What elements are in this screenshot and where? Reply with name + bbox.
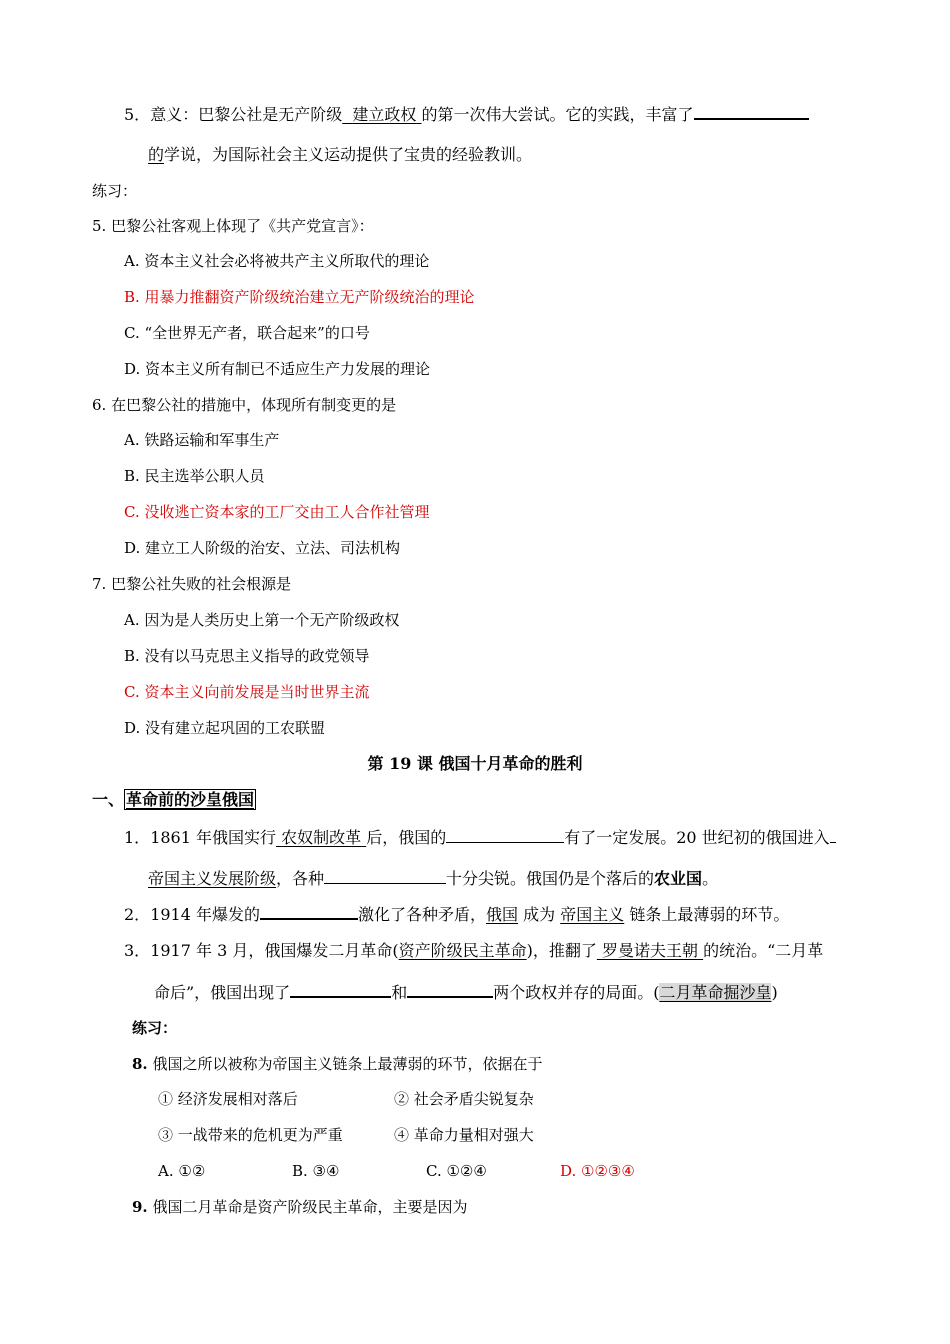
fill-blank-answer: 建立政权 [352, 105, 417, 124]
question-8-item-2: ② 社会矛盾尖锐复杂 [394, 1090, 534, 1108]
question-6-option-b: B. 民主选举公职人员 [124, 467, 265, 485]
question-5-option-d: D. 资本主义所有制已不适应生产力发展的理论 [124, 360, 431, 378]
question-8-item-3: ③ 一战带来的危机更为严重 [158, 1126, 343, 1144]
fill-blank-answer: 资产阶级民主革命 [398, 941, 527, 960]
question-7-option-b: B. 没有以马克思主义指导的政党领导 [124, 647, 370, 665]
question-8-option-a: A. ①② [158, 1162, 206, 1180]
mnemonic-note: 二月革命掘沙皇 [659, 983, 772, 1002]
empty-blank [407, 982, 493, 998]
question-6-stem: 6. 在巴黎公社的措施中，体现所有制变更的是 [92, 396, 397, 414]
question-6-option-d: D. 建立工人阶级的治安、立法、司法机构 [124, 539, 401, 557]
question-6-option-a: A. 铁路运输和军事生产 [124, 431, 280, 449]
question-8-option-b: B. ③④ [292, 1162, 340, 1180]
fill-blank-answer: 俄国 [486, 905, 519, 924]
point-1-line2: 帝国主义发展阶级，各种 十分尖锐。俄国仍是个落后的农业国。 [148, 869, 719, 888]
question-8-option-c: C. ①②④ [426, 1162, 487, 1180]
question-6-option-c-answer: C. 没收逃亡资本家的工厂交由工人合作社管理 [124, 503, 430, 521]
empty-blank [324, 869, 446, 884]
point-5-line1: 5．意义：巴黎公社是无产阶级 建立政权 的第一次伟大尝试。它的实践，丰富了 [124, 104, 809, 125]
point-3-line1: 3．1917 年 3 月，俄国爆发二月革命(资产阶级民主革命)，推翻了 罗曼诺夫王朝 的统治。“二月革 [124, 941, 824, 960]
question-7-option-a: A. 因为是人类历史上第一个无产阶级政权 [124, 611, 400, 629]
empty-blank [830, 828, 836, 843]
point-5-line2: 的学说，为国际社会主义运动提供了宝贵的经验教训。 [148, 145, 533, 164]
question-8-item-4: ④ 革命力量相对强大 [394, 1126, 534, 1144]
empty-blank [260, 904, 358, 920]
fill-blank-answer: 帝国主义 [560, 905, 625, 924]
point-1-line1: 1．1861 年俄国实行 农奴制改革 后，俄国的 有了一定发展。20 世纪初的俄国进入 [124, 828, 836, 848]
question-5-option-b-answer: B. 用暴力推翻资产阶级统治建立无产阶级统治的理论 [124, 288, 475, 306]
fill-blank-answer: 罗曼诺夫王朝 [601, 941, 698, 960]
question-8-option-d-answer: D. ①②③④ [560, 1162, 635, 1180]
practice-label: 练习： [92, 182, 138, 200]
fill-blank-answer: 农奴制改革 [281, 828, 362, 847]
practice-label-2: 练习： [132, 1019, 178, 1037]
question-7-option-c-answer: C. 资本主义向前发展是当时世界主流 [124, 683, 370, 701]
question-5-stem: 5. 巴黎公社客观上体现了《共产党宣言》： [92, 217, 374, 235]
question-5-option-c: C. “全世界无产者，联合起来”的口号 [124, 324, 370, 342]
empty-blank [694, 104, 809, 120]
section-title: 革命前的沙皇俄国 [126, 790, 255, 809]
question-9-stem: 9. 俄国二月革命是资产阶级民主革命，主要是因为 [132, 1198, 468, 1216]
question-7-option-d: D. 没有建立起巩固的工农联盟 [124, 719, 326, 737]
lesson-title: 第 19 课 俄国十月革命的胜利 [367, 754, 583, 773]
question-8-item-1: ① 经济发展相对落后 [158, 1090, 298, 1108]
point-2-line: 2．1914 年爆发的 激化了各种矛盾，俄国 成为 帝国主义 链条上最薄弱的环节。 [124, 905, 790, 924]
fill-blank-answer: 帝国主义发展阶级 [148, 869, 277, 888]
empty-blank [290, 982, 391, 998]
question-8-stem: 8. 俄国之所以被称为帝国主义链条上最薄弱的环节，依据在于 [132, 1055, 543, 1073]
empty-blank [446, 828, 564, 843]
question-5-option-a: A. 资本主义社会必将被共产主义所取代的理论 [124, 252, 430, 270]
section-heading: 一、 革命前的沙皇俄国 [92, 790, 255, 809]
point-3-line2: 命后”，俄国出现了 和 两个政权并存的局面。(二月革命掘沙皇) [154, 983, 778, 1002]
question-7-stem: 7. 巴黎公社失败的社会根源是 [92, 575, 292, 593]
